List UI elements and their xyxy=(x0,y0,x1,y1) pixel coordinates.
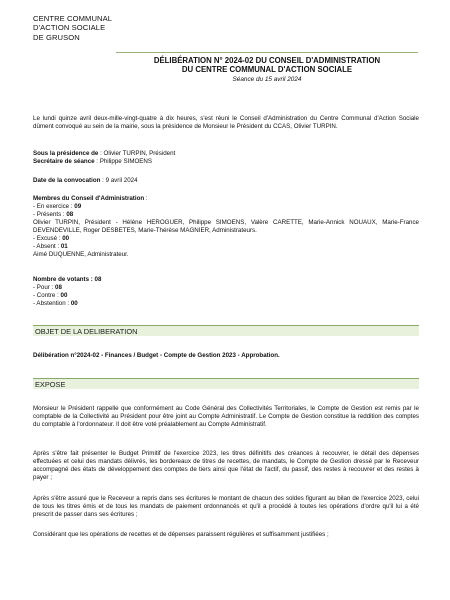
convocation-line xyxy=(33,177,419,185)
excuse-label: - Excusé : xyxy=(33,235,63,243)
abstention-label: - Abstention : xyxy=(33,300,71,308)
pour-value: 08 xyxy=(55,284,62,292)
presidence-label: Sous la présidence de xyxy=(33,150,99,157)
expose-paragraph-4: Considérant que les opérations de recettes et de dépenses paraissent régulières et suffisamment justifiées ; xyxy=(33,531,329,538)
org-line-1: CENTRE COMMUNAL xyxy=(33,14,113,23)
secretaire-label: Secrétaire de séance xyxy=(33,158,95,166)
convocation-value: : 9 avril 2024 xyxy=(100,177,138,184)
absent-value: 01 xyxy=(60,243,68,251)
organization-header xyxy=(33,14,112,42)
presents-names: Olivier TURPIN, Président - Hélène HEROGUER, Philippe SIMOENS, Valère CARETTE, Marie-Annick NOUAUX, Marie-France DEVENDEVILLE, Roger DESBETES, Marie-Thérèse MAGNIER, Administrateurs. xyxy=(33,219,419,235)
presents-value: 08 xyxy=(66,211,74,219)
expose-paragraph-2: Après s'être fait présenter le Budget Primitif de l'exercice 2023, les titres définitifs des créances à recouvrer, le détail des dépenses effectuées et celui des mandats délivrés, les bordereaux de titres de recettes, de mandats, le Compte de Gestion dressé par le Receveur accompagné des états de développement des comptes de tiers ainsi que l'état de l'actif, du passif, des restes à recouvrer et des restes à payer ; xyxy=(33,450,419,482)
presidence-block xyxy=(33,150,419,166)
en-exercice-value: 09 xyxy=(74,203,82,211)
expose-paragraph-1: Monsieur le Président rappelle que conformément au Code Général des Collectivités Territoriales, le Compte de Gestion est remis par le comptable de la Collectivité au Président pour être joint au Compte Administratif. Le Compte de Gestion constitue la reddition des comptes du comptable à l'ordonnateur. Il doit être voté préalablement au Compte Administratif. xyxy=(33,405,419,429)
secretaire-value: : Philippe SIMOENS xyxy=(94,158,153,166)
org-line-3: DE GRUSON xyxy=(33,32,80,42)
votants-label: Nombre de votants : xyxy=(33,276,95,283)
membres-block xyxy=(33,195,419,260)
expose-heading: EXPOSE xyxy=(33,378,419,389)
title-line-1: DÉLIBÉRATION N° 2024-02 DU CONSEIL D'ADMINISTRATION xyxy=(153,56,381,65)
contre-label: - Contre : xyxy=(33,292,61,300)
objet-text: Délibération n°2024-02 - Finances / Budget - Compte de Gestion 2023 - Approbation. xyxy=(33,352,280,359)
org-line-2: D'ACTION SOCIALE xyxy=(33,23,106,33)
presidence-value: : Olivier TURPIN, Président xyxy=(98,150,176,157)
absent-names: Aimé DUQUENNE, Administrateur. xyxy=(33,251,129,259)
absent-label: - Absent : xyxy=(33,243,61,251)
membres-label: Membres du Conseil d'Administration xyxy=(33,195,145,202)
votants-value: 08 xyxy=(94,276,102,283)
votants-block xyxy=(33,276,419,308)
presents-label: - Présents : xyxy=(33,211,67,219)
pour-label: - Pour : xyxy=(33,284,56,292)
contre-value: 00 xyxy=(60,292,68,300)
membres-colon: : xyxy=(144,195,148,202)
expose-paragraph-3: Après s'être assuré que le Receveur a repris dans ses écritures le montant de chacun des soldes figurant au bilan de l'exercice 2023, celui de tous les titres émis et de tous les mandats de paiement ordonnancés et qu'il a procédé à toutes les opérations d'ordre qu'il lui a été prescrit de passer dans ses écritures ; xyxy=(33,495,419,519)
convocation-label: Date de la convocation xyxy=(33,177,101,184)
abstention-value: 00 xyxy=(70,300,78,308)
objet-heading: OBJET DE LA DELIBERATION xyxy=(33,325,419,336)
session-date: Séance du 15 avril 2024 xyxy=(232,75,302,83)
excuse-value: 00 xyxy=(62,235,70,243)
en-exercice-label: - En exercice : xyxy=(33,203,75,211)
intro-paragraph: Le lundi quinze avril deux-mille-vingt-quatre à dix heures, s'est réuni le Conseil d'Administration du Centre Communal d'Action Sociale dûment convoqué au sein de la mairie, sous la présidence de Monsieur le Président du CCAS, Olivier TURPIN. xyxy=(33,115,419,131)
deliberation-title xyxy=(116,52,418,84)
title-line-2: DU CENTRE COMMUNAL D'ACTION SOCIALE xyxy=(181,65,353,75)
